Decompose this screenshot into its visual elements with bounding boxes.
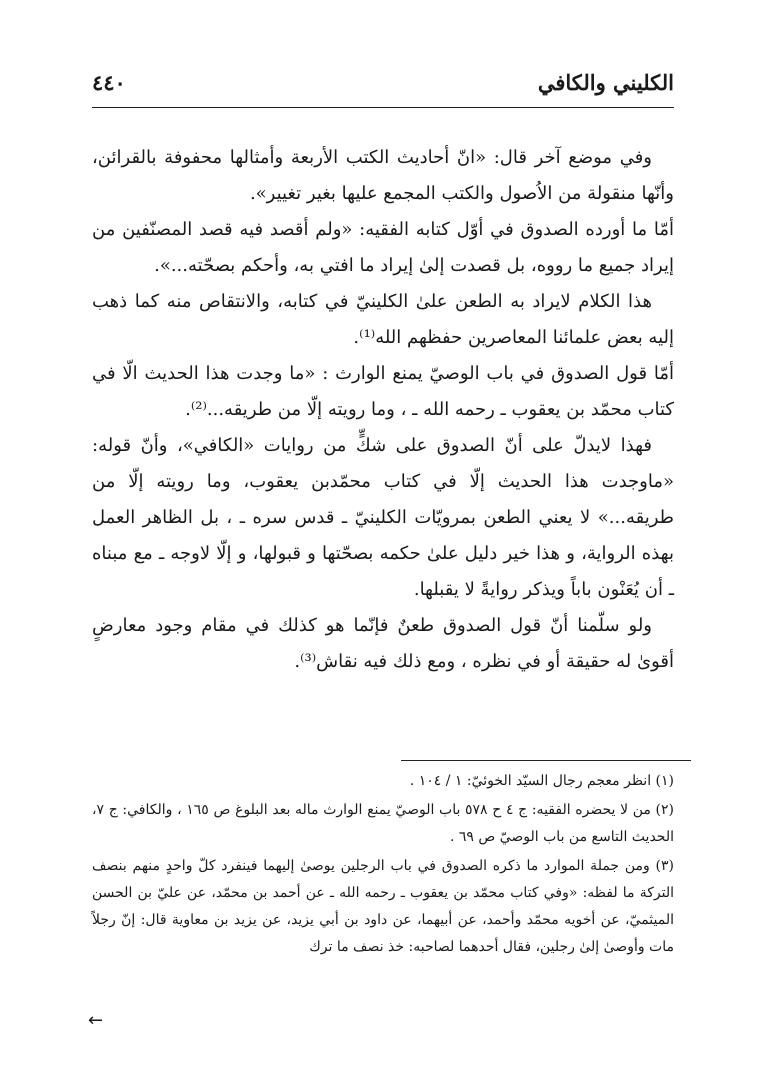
paragraph: أمّا قول الصدوق في باب الوصيّ يمنع الوارث : «ما وجدت هذا الحديث الّا في كتاب محمّد بن يعقوب ـ رحمه الله ـ ، وما رويته إلّا من طريقه...⁽²⁾. <box>92 363 674 420</box>
footnote: (٣) ومن جملة الموارد ما ذكره الصدوق في باب الرجلين يوصىٰ إليهما فينفرد كلّ واحدٍ منهم بنصف التركة ما لفظه: «وفي كتاب محمّد بن يعقوب ـ رحمه الله ـ عن أحمد بن محمّد، عن عليّ بن الحسن الميثميّ، عن أخويه محمّد وأحمد، عن أبيهما، عن داود بن أبي يزيد، عن يزيد بن معاوية قال: إنّ رجلاً مات وأوصىٰ إلىٰ رجلين، فقال أحدهما لصاحبه: خذ نصف ما ترك <box>92 858 674 955</box>
paragraph: وفي موضع آخر قال: «انّ أحاديث الكتب الأربعة وأمثالها محفوفة بالقرائن، وأنّها منقولة من الاُصول والكتب المجمع عليها بغير تغيير». <box>92 147 674 204</box>
footnote: (١) انظر معجم رجال السيّد الخوئيّ: ١ / ١٠٤ . <box>409 773 674 789</box>
continuation-arrow-icon: ← <box>88 1010 104 1031</box>
paragraph: أمّا ما أورده الصدوق في أوّل كتابه الفقيه: «ولم أقصد فيه قصد المصنّفين من إيراد جميع ما رووه، بل قصدت إلىٰ إيراد ما افتي به، وأحكم بصحّته...». <box>92 219 674 276</box>
page-header <box>92 70 674 104</box>
paragraph: فهذا لايدلّ على أنّ الصدوق على شكٍّ من روايات «الكافي»، وأنّ قوله: «ماوجدت هذا الحديث إلّا في كتاب محمّدبن يعقوب، وما رويته إلّا من طريقه...» لا يعني الطعن بمرويّات الكلينيّ ـ قدس سره ـ ، بل الظاهر العمل بهذه الرواية، و هذا خير دليل علىٰ حكمه بصحّتها و قبولها، و إلّا لاوجه ـ مع مبناه ـ أن يُعَنْون باباً ويذكر روايةً لا يقبلها. <box>92 435 674 600</box>
main-text <box>92 140 674 680</box>
paragraph: ولو سلّمنا أنّ قول الصدوق طعنٌ فإنّما هو كذلك في مقام وجود معارضٍ أقوىٰ له حقيقة أو في نظره ، ومع ذلك فيه نقاش⁽³⁾. <box>92 615 674 672</box>
page-number: ٤٤٠ <box>92 70 126 95</box>
paragraph: هذا الكلام لايراد به الطعن علىٰ الكلينيّ في كتابه، والانتقاص منه كما ذهب إليه بعض علمائنا المعاصرين حفظهم الله⁽¹⁾. <box>92 291 674 348</box>
header-divider <box>92 107 674 108</box>
footnote-divider <box>401 760 691 761</box>
footnote: (٢) من لا يحضره الفقيه: ج ٤ ح ٥٧٨ باب الوصيّ يمنع الوارث ماله بعد البلوغ ص ١٦٥ ، والكافي: ج ٧، الحديث التاسع من باب الوصيّ ص ٦٩ . <box>92 802 674 845</box>
running-title: الكليني والكافي <box>537 70 674 95</box>
footnotes <box>92 768 674 963</box>
